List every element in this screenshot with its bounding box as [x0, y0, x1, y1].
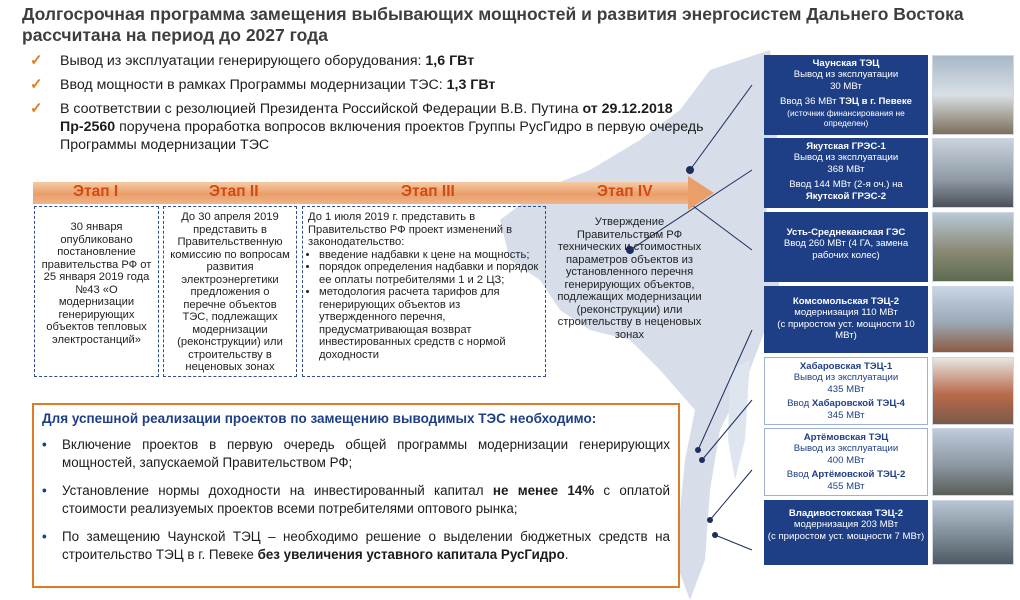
- plant-photo: [932, 286, 1014, 353]
- stage-4-box: Утверждение Правительством РФ технических и стоимостных параметров объектов из установленного перечня генерирующих объектов, подлежащих модернизации (реконструкции) или строительству в неценовых зонах: [557, 216, 702, 341]
- plant-card-artem: Артёмовская ТЭЦ Вывод из эксплуатации 400 МВт Ввод Артёмовской ТЭЦ-2 455 МВт: [764, 428, 928, 496]
- plant-photo: [932, 55, 1014, 135]
- plant-card-ust-srednekan: Усть-Среднеканская ГЭС Ввод 260 МВт (4 ГА, замена рабочих колес): [764, 212, 928, 282]
- plant-card-vladivostok: Владивостокская ТЭЦ-2 модернизация 203 МВт (с приростом уст. мощности 7 МВт): [764, 500, 928, 565]
- plant-photo: [932, 500, 1014, 565]
- stage-2-box: До 30 апреля 2019 представить в Правительственную комиссию по вопросам развития электроэнергетики предложения о перечне объектов ТЭС, подлежащих модернизации (реконструкции) или строительству в неценовых зонах: [163, 206, 297, 377]
- stage-3-item: • введение надбавки к цене на мощность;: [319, 249, 540, 262]
- plant-photo: [932, 357, 1014, 425]
- stage-1-box: 30 января опубликовано постановление правительства РФ от 25 января 2019 года №43 «О модернизации генерирующих объектов тепловых электростанций»: [34, 206, 159, 377]
- stage-3-box: До 1 июля 2019 г. представить в Правительство РФ проект изменений в законодательство: • введение надбавки к цене на мощность; • порядок определения надбавки и порядок ее оплаты потребителями 1 и 2 ЦЗ; • методология расчета тарифов для генерирующих объектов из утвержденного перечня, предусматривающая возврат инвестированных средств с нормой доходности: [302, 206, 546, 377]
- bullet-dot-icon: •: [42, 483, 47, 498]
- stage-3-item: • порядок определения надбавки и порядок ее оплаты потребителями 1 и 2 ЦЗ;: [319, 261, 540, 286]
- requirements-box: [32, 403, 680, 588]
- plant-card-khabarovsk: Хабаровская ТЭЦ-1 Вывод из эксплуатации 435 МВт Ввод Хабаровской ТЭЦ-4 345 МВт: [764, 357, 928, 425]
- plant-card-yakutsk: Якутская ГРЭС-1 Вывод из эксплуатации 368 МВт Ввод 144 МВт (2-я оч.) на Якутской ГРЭС-2: [764, 138, 928, 208]
- requirements-title: Для успешной реализации проектов по замещению выводимых ТЭС необходимо:: [42, 411, 597, 426]
- plant-photo: [932, 212, 1014, 282]
- checkmark-icon: ✓: [30, 100, 43, 117]
- stage-label: Этап III: [401, 183, 455, 200]
- page-title: Долгосрочная программа замещения выбывающих мощностей и развития энергосистем Дальнего Востока рассчитана на период до 2027 года: [22, 4, 964, 45]
- fact-item: ✓ Ввод мощности в рамках Программы модернизации ТЭС: 1,3 ГВт: [30, 76, 496, 93]
- plant-photo: [932, 428, 1014, 496]
- arrow-head-icon: [688, 176, 714, 210]
- plant-card-komsomolsk: Комсомольская ТЭЦ-2 модернизация 110 МВт (с приростом уст. мощности 10 МВт): [764, 286, 928, 353]
- checkmark-icon: ✓: [30, 76, 43, 93]
- requirement-item: • Установление нормы доходности на инвестированный капитал не менее 14% с оплатой стоимости реализуемых проектов всеми потребителями оптового рынка;: [42, 483, 670, 516]
- stage-arrow: [33, 182, 713, 204]
- plant-card-chaunskaya: Чаунская ТЭЦ Вывод из эксплуатации 30 МВт Ввод 36 МВт ТЭЦ в г. Певеке (источник финансирования не определен): [764, 55, 928, 135]
- stage-3-item: • методология расчета тарифов для генерирующих объектов из утвержденного перечня, предусматривающая возврат инвестированных средств с нормой доходности: [319, 286, 540, 361]
- checkmark-icon: ✓: [30, 52, 43, 69]
- fact-item: ✓ Вывод из эксплуатации генерирующего оборудования: 1,6 ГВт: [30, 52, 475, 69]
- stage-label: Этап II: [209, 183, 259, 200]
- key-facts-list: [30, 52, 730, 160]
- plant-photo: [932, 138, 1014, 208]
- bullet-dot-icon: •: [42, 437, 47, 452]
- bullet-dot-icon: •: [42, 529, 47, 544]
- fact-item: ✓ В соответствии с резолюцией Президента Российской Федерации В.В. Путина от 29.12.2018 Пр-2560 поручена проработка вопросов включения проектов Группы РусГидро в первую очередь Программы модернизации ТЭС: [30, 100, 704, 153]
- requirement-item: • Включение проектов в первую очередь общей программы модернизации генерирующих мощностей, запускаемой Правительством РФ;: [42, 437, 670, 470]
- stage-label: Этап IV: [597, 183, 653, 200]
- requirement-item: • По замещению Чаунской ТЭЦ – необходимо решение о выделении бюджетных средств на строительство ТЭЦ в г. Певеке без увеличения уставного капитала РусГидро.: [42, 529, 670, 562]
- stage-label: Этап I: [73, 183, 119, 200]
